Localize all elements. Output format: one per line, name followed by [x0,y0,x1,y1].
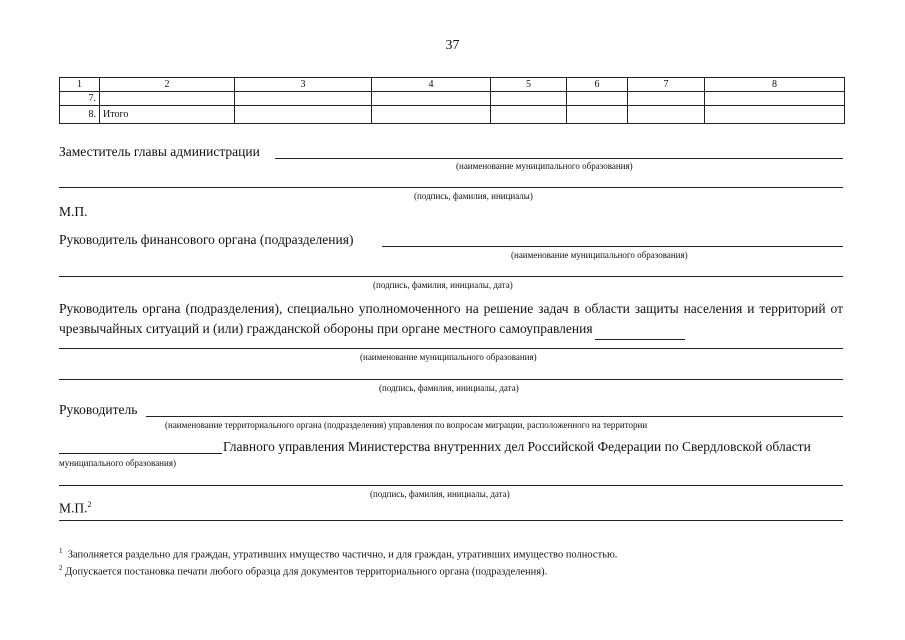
migration-head-directorate: Главного управления Министерства внутренних дел Российской Федерации по Свердловской области [223,439,811,454]
civil-defense-municipality-line[interactable] [59,348,843,349]
table-cell [567,92,628,106]
table-header-row [60,78,845,92]
migration-head-label: Руководитель [59,402,138,417]
stamp-label-2-text: М.П. [59,500,88,516]
migration-head-municipality-line[interactable] [59,453,222,454]
stamp-label: М.П. [59,204,88,219]
stamp-footnote-mark: 2 [87,500,92,509]
summary-table [59,77,845,124]
footnote-mark: 2 [59,564,63,572]
finance-head-signature-line[interactable] [59,276,843,277]
table-cell: Итого [100,106,235,124]
table-cell [491,92,567,106]
table-cell: 7. [60,92,100,106]
table-cell [235,106,372,124]
table-header-cell: 4 [372,78,491,92]
table-header-cell: 2 [100,78,235,92]
table-header-cell: 8 [705,78,845,92]
table-cell [567,106,628,124]
table-cell [235,92,372,106]
stamp-label-2 [59,500,92,517]
civil-defense-signature-line[interactable] [59,379,843,380]
footnote-text: Допускается постановка печати любого образца для документов территориального органа (подразделения). [65,566,548,578]
finance-head-municipality-line[interactable] [382,246,843,247]
table-cell [100,92,235,106]
civil-defense-head-blank[interactable] [595,319,685,340]
table-cell [372,92,491,106]
deputy-head-label: Заместитель главы администрации [59,144,260,159]
finance-head-signature-caption: (подпись, фамилия, инициалы, дата) [373,280,513,290]
bottom-separator-line [59,520,843,521]
table-row-total [60,106,845,124]
civil-defense-head-label: Руководитель органа (подразделения), специально уполномоченного на решение задач в области защиты населения и территорий от чрезвычайных ситуаций и (или) гражданской обороны при органе местного самоуправления [59,301,843,336]
civil-defense-signature-caption: (подпись, фамилия, инициалы, дата) [379,383,519,393]
table-cell [628,106,705,124]
civil-defense-head-text [59,299,843,340]
deputy-head-municipality-line[interactable] [275,158,843,159]
table-cell [705,106,845,124]
table-header-cell: 3 [235,78,372,92]
table-cell [491,106,567,124]
table-header-cell: 7 [628,78,705,92]
table-header-cell: 5 [491,78,567,92]
migration-head-signature-caption: (подпись, фамилия, инициалы, дата) [370,489,510,499]
migration-head-signature-line[interactable] [59,485,843,486]
migration-head-body-line[interactable] [146,416,843,417]
deputy-head-signature-caption: (подпись, фамилия, инициалы) [414,191,533,201]
table-cell [372,106,491,124]
civil-defense-municipality-caption: (наименование муниципального образования) [360,352,537,362]
page-number: 37 [445,38,460,53]
footnote-text: Заполняется раздельно для граждан, утративших имущество частично, и для граждан, утративших имущество полностью. [67,549,618,561]
table-header-cell: 6 [567,78,628,92]
footnote-mark: 1 [59,547,63,555]
table-cell [705,92,845,106]
deputy-head-municipality-caption: (наименование муниципального образования) [456,161,633,171]
table-cell: 8. [60,106,100,124]
finance-head-municipality-caption: (наименование муниципального образования) [511,250,688,260]
deputy-head-signature-line[interactable] [59,187,843,188]
migration-head-municipality-caption: муниципального образования) [59,458,176,468]
finance-head-label: Руководитель финансового органа (подразделения) [59,232,354,247]
table-header-cell: 1 [60,78,100,92]
migration-head-body-caption: (наименование территориального органа (подразделения) управления по вопросам миграции, расположенного на территории [165,420,648,430]
footnote-2 [59,564,547,578]
table-row [60,92,845,106]
footnote-1 [59,547,617,561]
table-cell [628,92,705,106]
